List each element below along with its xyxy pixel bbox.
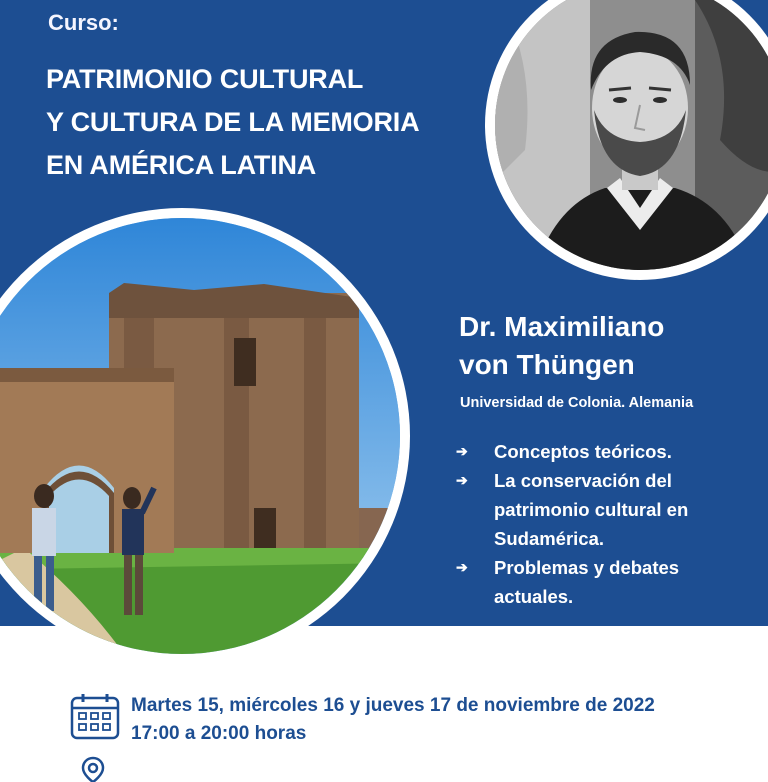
- topic-text: Conceptos teóricos.: [494, 441, 672, 462]
- speaker-name: [459, 308, 664, 384]
- speaker-name-line: Dr. Maximiliano: [459, 311, 665, 342]
- location-pin-icon: [80, 756, 106, 782]
- topics-list: [456, 437, 756, 611]
- speaker-photo: [495, 0, 768, 270]
- topic-text: La conservación del patrimonio cultural en Sudamérica.: [494, 470, 689, 549]
- ruins-photo: [0, 218, 400, 654]
- topic-text: Problemas y debates actuales.: [494, 557, 680, 607]
- course-title-line: PATRIMONIO CULTURAL: [46, 64, 364, 94]
- topic-item: [456, 437, 756, 466]
- arrow-right-icon: ➔: [456, 472, 468, 488]
- course-title-line: Y CULTURA DE LA MEMORIA: [46, 107, 420, 137]
- speaker-name-line: von Thüngen: [459, 349, 635, 380]
- topic-item: [456, 553, 756, 611]
- course-title: [46, 58, 419, 187]
- arrow-right-icon: ➔: [456, 559, 468, 575]
- arrow-right-icon: ➔: [456, 443, 468, 459]
- course-title-line: EN AMÉRICA LATINA: [46, 150, 317, 180]
- calendar-icon: [70, 692, 120, 740]
- speaker-affiliation: Universidad de Colonia. Alemania: [460, 395, 694, 411]
- schedule-dates: Martes 15, miércoles 16 y jueves 17 de noviembre de 2022: [131, 695, 655, 716]
- schedule: [131, 692, 655, 748]
- schedule-hours: 17:00 a 20:00 horas: [131, 723, 307, 744]
- course-label: Curso:: [48, 10, 119, 35]
- topic-item: [456, 466, 756, 553]
